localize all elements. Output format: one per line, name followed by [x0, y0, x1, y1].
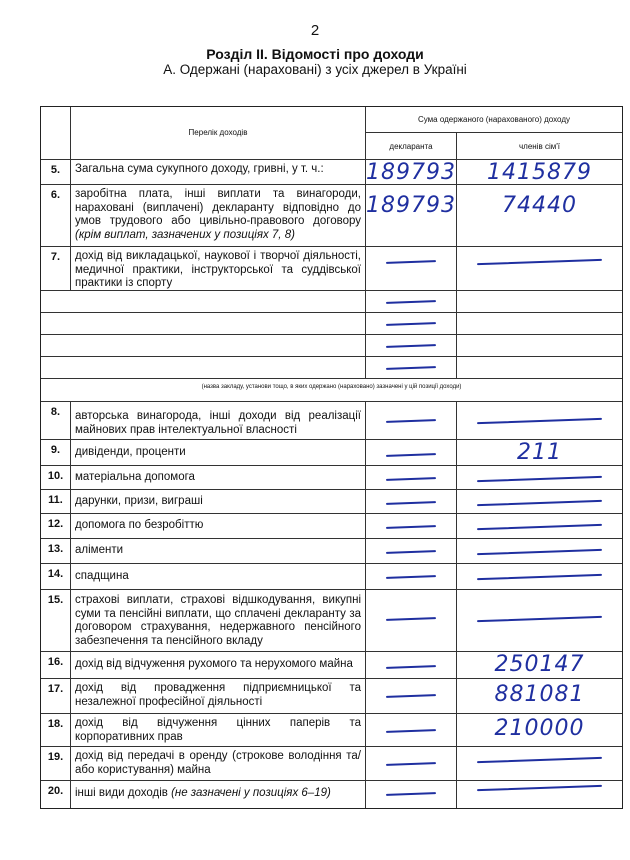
table-row — [41, 184, 622, 246]
declarant-value: 189793 — [366, 160, 456, 185]
table-row — [41, 513, 622, 538]
family-cell[interactable] — [457, 440, 622, 465]
family-cell[interactable] — [457, 747, 622, 780]
table-row — [41, 780, 622, 808]
dash-mark — [386, 525, 436, 529]
row-description-note: (не зазначені у позиціях 6–19) — [171, 787, 331, 799]
dash-mark — [477, 574, 602, 580]
section-title: Розділ ІІ. Відомості про доходи — [206, 46, 424, 62]
declarant-cell[interactable] — [366, 679, 457, 713]
declarant-cell[interactable] — [366, 490, 457, 513]
dash-mark — [386, 729, 436, 733]
subsection-title — [0, 62, 630, 77]
row-description: дивіденди, проценти — [71, 440, 366, 465]
row-number: 13. — [41, 539, 71, 563]
dash-mark — [386, 477, 436, 481]
family-cell[interactable] — [457, 247, 622, 290]
dash-mark — [386, 344, 436, 348]
declarant-cell[interactable] — [366, 781, 457, 808]
dash-mark — [386, 322, 436, 326]
row-description: дохід від провадження підприємницької та незалежної професійної діяльності — [71, 679, 366, 713]
family-value: 1415879 — [487, 160, 592, 185]
row-description: авторська винагорода, інші доходи від реалізації майнових прав інтелектуальної власності — [71, 402, 366, 439]
header-family: членів сім'ї — [519, 141, 560, 151]
dash-mark — [477, 524, 602, 530]
row-description — [71, 185, 366, 246]
row-description-text: заробітна плата, інші виплати та винагороди, нараховані (виплачені) декларанту відповідно до умов трудового або цивільно-правового договору — [75, 188, 361, 227]
row7-subrow — [41, 356, 622, 378]
row-description: дарунки, призи, виграші — [71, 490, 366, 513]
dash-mark — [477, 418, 602, 424]
row7-note: (назва закладу, установи тощо, в яких одержано (нараховано) зазначені у цій позиції доходи) — [201, 384, 462, 390]
row-description: аліменти — [71, 539, 366, 563]
row-description: спадщина — [71, 564, 366, 589]
row7-subrow — [41, 334, 622, 356]
family-cell[interactable] — [457, 564, 622, 589]
dash-mark — [386, 260, 436, 264]
declarant-cell[interactable] — [366, 440, 457, 465]
row-description: дохід від передачі в оренду (строкове володіння та/або користування) майна — [71, 747, 366, 780]
row-number: 19. — [41, 747, 71, 780]
row-number: 14. — [41, 564, 71, 589]
declarant-cell[interactable] — [366, 247, 457, 290]
table-row — [41, 563, 622, 589]
dash-mark — [477, 259, 602, 265]
dash-mark — [386, 665, 436, 669]
family-value: 250147 — [494, 652, 585, 677]
row-number: 6. — [41, 185, 71, 246]
table-row — [41, 159, 622, 184]
family-cell[interactable] — [457, 590, 622, 651]
family-cell[interactable] — [457, 402, 622, 439]
row-number: 12. — [41, 514, 71, 538]
declarant-cell[interactable] — [366, 564, 457, 589]
row-number: 9. — [41, 440, 71, 465]
family-cell[interactable] — [457, 514, 622, 538]
dash-mark — [386, 617, 436, 621]
table-row — [41, 401, 622, 439]
dash-mark — [386, 366, 436, 370]
table-row — [41, 246, 622, 290]
dash-mark — [386, 792, 436, 796]
row-number: 18. — [41, 714, 71, 746]
declarant-cell[interactable] — [366, 652, 457, 678]
declarant-cell[interactable] — [366, 160, 457, 184]
subsection-text: . Одержані (нараховані) з усіх джерел в Україні — [172, 62, 467, 77]
row-number: 5. — [41, 160, 71, 184]
declarant-cell[interactable] — [366, 747, 457, 780]
dash-mark — [386, 550, 436, 554]
table-row — [41, 651, 622, 678]
family-cell[interactable] — [457, 652, 622, 678]
row-description: матеріальна допомога — [71, 466, 366, 489]
dash-mark — [477, 785, 602, 791]
row-description — [71, 781, 366, 808]
row-number: 11. — [41, 490, 71, 513]
declarant-cell[interactable] — [366, 402, 457, 439]
family-cell[interactable] — [457, 781, 622, 808]
dash-mark — [386, 453, 436, 457]
family-value: 211 — [517, 440, 562, 465]
family-cell[interactable] — [457, 185, 622, 246]
row-description: дохід від відчуження рухомого та нерухомого майна — [71, 652, 366, 678]
family-value: 881081 — [494, 682, 585, 707]
row-number: 15. — [41, 590, 71, 651]
dash-mark — [386, 762, 436, 766]
declarant-cell[interactable] — [366, 466, 457, 489]
subsection-letter: А — [163, 62, 173, 77]
declarant-cell[interactable] — [366, 590, 457, 651]
header-income-list: Перелік доходів — [71, 107, 366, 159]
family-value: 74440 — [502, 193, 577, 218]
family-cell[interactable] — [457, 466, 622, 489]
header-amount-group — [366, 107, 622, 159]
row-description: дохід від відчуження цінних паперів та корпоративних прав — [71, 714, 366, 746]
family-cell[interactable] — [457, 160, 622, 184]
dash-mark — [386, 575, 436, 579]
dash-mark — [477, 500, 602, 506]
dash-mark — [386, 501, 436, 505]
row-description-text: інші види доходів — [75, 787, 168, 799]
table-row — [41, 746, 622, 780]
table-row — [41, 439, 622, 465]
family-cell[interactable] — [457, 714, 622, 746]
row-description: дохід від викладацької, наукової і творчої діяльності, медичної практики, інструкторської та суддівської практики із спорту — [71, 247, 366, 290]
family-cell[interactable] — [457, 490, 622, 513]
page-number: 2 — [310, 22, 320, 39]
dash-mark — [386, 419, 436, 423]
row-number: 16. — [41, 652, 71, 678]
declarant-cell[interactable] — [366, 714, 457, 746]
family-cell[interactable] — [457, 539, 622, 563]
table-header — [41, 107, 622, 159]
row7-note-row — [41, 378, 622, 401]
row7-subrow — [41, 312, 622, 334]
declarant-value: 189793 — [366, 193, 456, 218]
dash-mark — [386, 300, 436, 304]
row7-subrow — [41, 290, 622, 312]
declarant-cell[interactable] — [366, 514, 457, 538]
header-num-cell — [41, 107, 71, 159]
header-amount: Сума одержаного (нарахованого) доходу — [366, 107, 622, 133]
income-table — [40, 106, 623, 809]
dash-mark — [477, 476, 602, 482]
dash-mark — [386, 694, 436, 698]
declarant-cell[interactable] — [366, 185, 457, 246]
row-description: Загальна сума сукупного доходу, гривні, у т. ч.: — [71, 160, 366, 184]
dash-mark — [477, 616, 602, 622]
table-row — [41, 678, 622, 713]
family-value: 210000 — [494, 716, 585, 741]
row-number: 7. — [41, 247, 71, 290]
declarant-cell[interactable] — [366, 539, 457, 563]
family-cell[interactable] — [457, 679, 622, 713]
row-description: страхові виплати, страхові відшкодування, викупні суми та пенсійні виплати, що сплачені декларанту за договором страхування, недержавного пенсійного забезпечення та пенсійного вкладу — [71, 590, 366, 651]
dash-mark — [477, 757, 602, 763]
table-row — [41, 589, 622, 651]
table-row — [41, 465, 622, 489]
row-description-note: (крім виплат, зазначених у позиціях 7, 8) — [75, 228, 295, 241]
row-number: 10. — [41, 466, 71, 489]
table-row — [41, 713, 622, 746]
header-declarant: декларанта — [366, 133, 457, 159]
row-number: 20. — [41, 781, 71, 808]
table-row — [41, 538, 622, 563]
table-row — [41, 489, 622, 513]
dash-mark — [477, 549, 602, 555]
row-number: 17. — [41, 679, 71, 713]
row-description: допомога по безробіттю — [71, 514, 366, 538]
row-number: 8. — [41, 402, 71, 439]
